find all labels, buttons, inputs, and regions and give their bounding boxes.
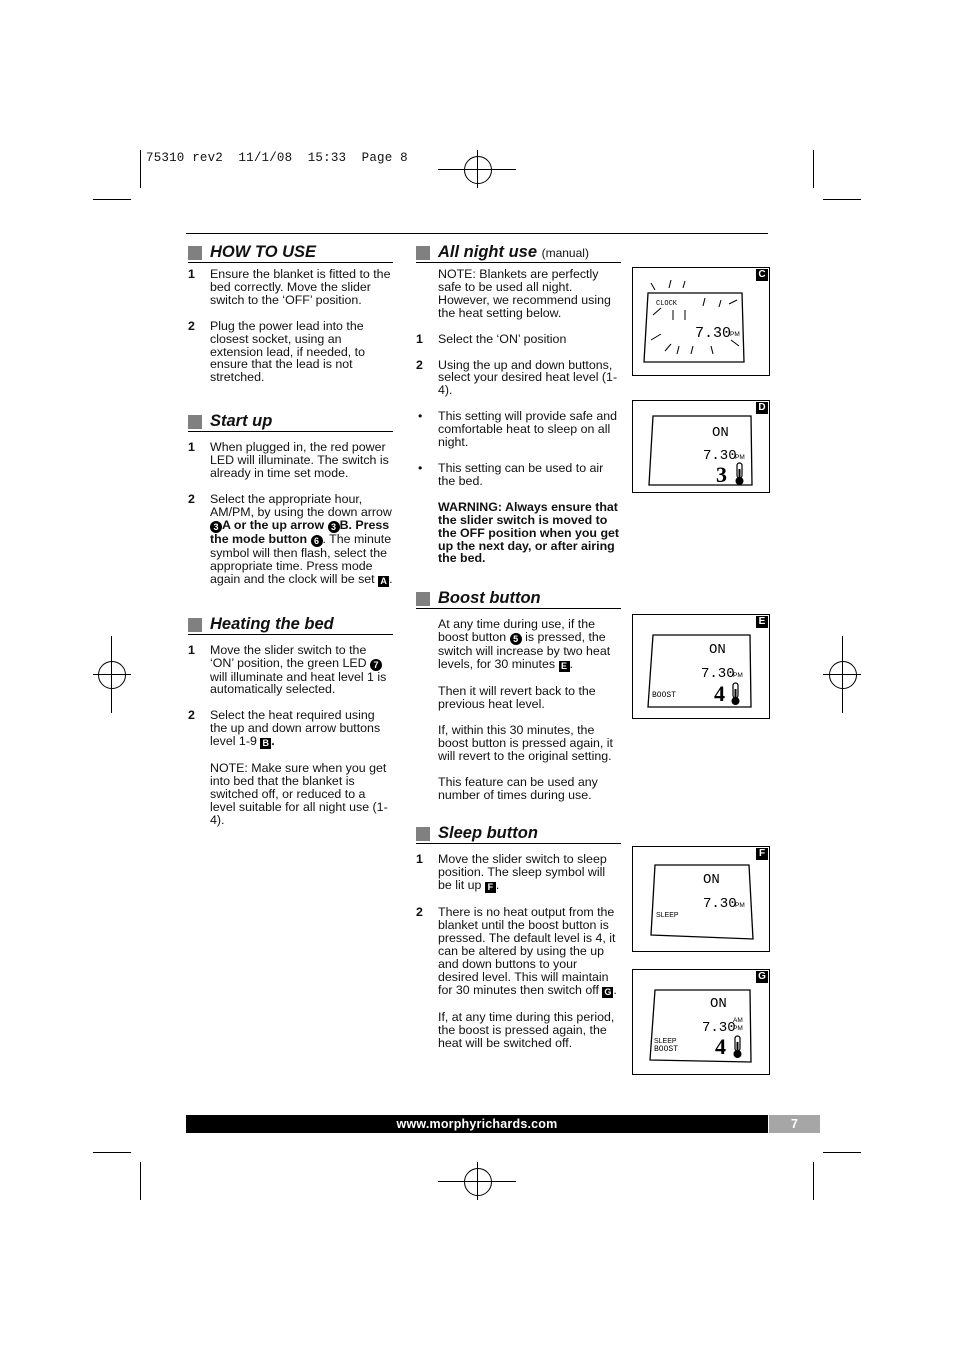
paragraph [416,724,621,763]
paragraph [416,1011,621,1050]
item-text: If, within this 30 minutes, the boost button is pressed again, it will revert to the original setting. [438,722,613,763]
heat-level: 4 [715,1034,726,1059]
heading-marker [188,618,202,632]
item-text: At any time during use, if the boost button [438,617,596,645]
item-number: 1 [416,331,423,346]
clock-label: CLOCK [656,300,678,308]
item-number: 2 [188,708,195,723]
thermometer-icon [734,1036,742,1058]
item-text: This setting will provide safe and comfortable heat to sleep on all night. [438,409,618,450]
heading-marker [416,592,430,606]
section-heading-start-up [188,411,393,432]
figure-ref: F [485,882,496,893]
item-text: Select the ‘ON’ position [438,331,567,346]
middle-column [416,242,621,1049]
item-number: 2 [416,905,423,920]
item-text: Move the slider switch to sleep position. The sleep symbol will be lit up [438,852,607,893]
callout-number: 3 [328,521,340,533]
item-text: There is no heat output from the blanket until the boost button is pressed. The default level is 4, it can be altered by using the up and down buttons to your desired level. This will maintain for 30 minutes then switch off [438,905,616,997]
pm-indicator: PM [733,1025,743,1032]
item-text: . [613,982,617,997]
sleep-indicator: SLEEP [656,912,679,919]
website-url: www.morphyrichards.com [396,1117,558,1131]
bullet-item [416,462,621,488]
bullet: • [418,409,423,424]
paragraph [416,685,621,711]
figure-label: E [756,616,768,628]
list-item [188,441,393,480]
callout-number: 5 [510,633,522,645]
item-text: Move the slider switch to the ‘ON’ position, the green LED [210,642,371,670]
paragraph [416,618,621,672]
on-indicator: ON [703,872,720,888]
lcd-illustration [633,970,769,1074]
crop-mark [93,1152,131,1153]
lcd-illustration [633,268,769,375]
list-item [416,359,621,398]
item-text: Then it will revert back to the previous heat level. [438,684,596,712]
time-readout: 7.30 [702,1020,736,1036]
pm-indicator: PM [733,672,743,679]
am-indicator: AM [733,1017,743,1024]
time-readout: 7.30 [695,325,732,342]
list-item [188,493,393,587]
item-number: 2 [188,491,195,506]
list-item [188,268,393,307]
item-text: Select the heat required using the up and down arrow buttons level 1-9 [210,708,381,749]
heading-text [438,242,589,263]
crop-mark [813,1162,814,1200]
list-item [416,333,621,346]
pm-indicator: PM [730,331,740,338]
item-text: Ensure the blanket is fitted to the bed correctly. Move the slider switch to the ‘OFF’ position. [210,267,391,307]
crop-mark [813,150,814,188]
lcd-illustration [633,401,769,492]
heading-marker [188,415,202,429]
list-item [416,853,621,893]
on-indicator: ON [709,642,726,658]
item-number: 1 [188,267,195,281]
item-text: . [569,657,573,672]
thermometer-icon [732,683,740,705]
thermometer-icon [736,463,744,485]
callout-number: 6 [311,535,323,547]
on-indicator: ON [712,425,729,441]
lcd-illustration [633,615,769,718]
list-item [188,320,393,385]
item-text: is pressed, the switch will increase by two heat levels, for 30 minutes [438,630,611,672]
bullet-item [416,410,621,449]
item-number: 1 [188,642,195,657]
callout-number: 7 [370,659,382,671]
item-number: 2 [416,357,423,372]
section-heading-all-night [416,242,621,263]
on-indicator: ON [710,996,727,1012]
heading-text: HOW TO USE [210,243,317,261]
lcd-illustration [633,847,769,951]
heat-level: 4 [714,681,725,706]
note-text: NOTE: Make sure when you get into bed that the blanket is switched off, or reduced to a level suitable for all night use (1-4). [210,761,388,827]
heading-text: Boost button [438,589,541,608]
display-figure-g [632,969,770,1075]
item-text: This setting can be used to air the bed. [438,460,604,488]
figure-label: D [756,402,768,414]
heading-marker [416,827,430,841]
crop-mark [823,199,861,200]
figure-ref: A [378,576,389,587]
boost-indicator: BOOST [652,691,677,700]
display-figure-d [632,400,770,493]
item-text: Using the up and down buttons, select your desired heat level (1-4). [438,357,618,398]
top-rule [186,233,768,234]
item-text: B. Press the mode button [210,517,390,546]
item-text: . [271,734,275,749]
heading-text: Start up [210,412,273,431]
item-text: will illuminate and heat level 1 is automatically selected. [210,669,387,697]
item-text: If, at any time during this period, the boost is pressed again, the heat will be switched off. [438,1009,615,1050]
figure-label: G [756,971,768,983]
figure-label: F [756,848,768,860]
pm-indicator: PM [735,902,745,909]
page-number: 7 [769,1115,820,1133]
figure-ref: E [559,661,570,672]
heading-subtitle: (manual) [541,246,589,260]
callout-number: 3 [210,521,222,533]
crop-mark [93,199,131,200]
sleep-indicator: SLEEP [654,1038,677,1045]
item-text: A or the up arrow [222,517,328,532]
note-text: NOTE: Blankets are perfectly safe to be used all night. However, we recommend using the heat setting below. [438,267,611,320]
section-heading-how-to-use [188,242,393,263]
bullet: • [418,460,423,475]
crop-mark [140,150,141,188]
paragraph [416,776,621,802]
item-text: . [389,571,393,586]
note [416,268,621,320]
list-item [416,906,621,997]
display-figure-e [632,614,770,719]
heading-text: Sleep button [438,824,538,843]
item-text: Plug the power lead into the closest socket, using an extension lead, if needed, to ensure that the lead is not stretched. [210,318,365,385]
item-number: 2 [188,318,195,333]
heat-level: 3 [716,462,727,487]
footer-bar [186,1115,768,1133]
time-readout: 7.30 [703,896,737,912]
warning-text: WARNING: Always ensure that the slider switch is moved to the OFF position when you get up the next day, or after airing the bed. [438,499,620,566]
boost-indicator: BOOST [654,1045,679,1054]
figure-ref: B [260,738,271,749]
section-heading-boost [416,588,621,609]
left-column [188,242,393,827]
item-text: Select the appropriate hour, AM/PM, by using the down arrow [210,491,392,519]
item-text: When plugged in, the red power LED will illuminate. The switch is already in time set mode. [210,440,389,481]
figure-label: C [756,269,768,281]
warning [416,501,621,566]
display-figure-f [632,846,770,952]
item-number: 1 [416,852,423,867]
time-readout: 7.30 [701,666,735,682]
heading-marker [416,246,430,260]
list-item [188,709,393,749]
section-heading-heating [188,614,393,635]
pm-indicator: PM [735,454,745,461]
note [188,762,393,827]
item-text: This feature can be used any number of times during use. [438,774,598,802]
item-number: 1 [188,440,195,455]
figure-ref: G [604,986,612,997]
heading-text: Heating the bed [210,614,334,633]
crop-mark [823,1152,861,1153]
item-text: . The minute symbol will then flash, select the appropriate time. Press mode again and the clock will be set [210,531,392,586]
time-readout: 7.30 [703,448,737,464]
display-figure-c [632,267,770,376]
item-text: . [495,878,500,893]
list-item [188,644,393,697]
heading-title: All night use [438,243,537,261]
crop-mark [140,1162,141,1200]
section-heading-sleep [416,823,621,844]
print-slug: 75310 rev2 11/1/08 15:33 Page 8 [146,151,408,165]
heading-marker [188,246,202,260]
